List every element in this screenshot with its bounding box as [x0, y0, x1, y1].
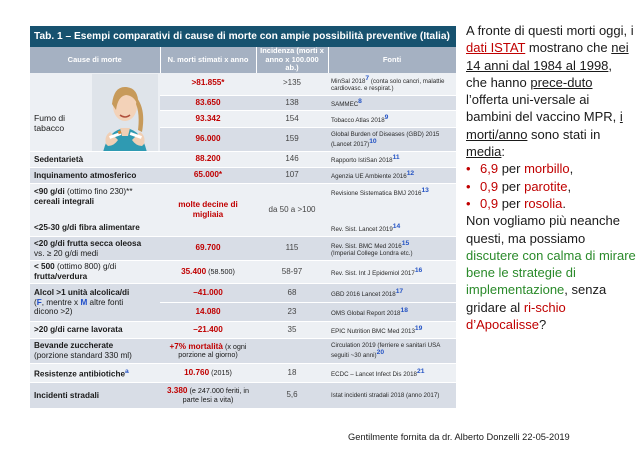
source-ref: 15 — [401, 239, 410, 247]
deaths-value: 3.380 — [166, 386, 188, 396]
deaths-extra: (58.500) — [208, 266, 235, 276]
cell-source — [328, 152, 456, 168]
cell-incidence: 18 — [256, 364, 328, 383]
cereals-cause-a — [34, 187, 140, 206]
commentary-p1-run: i morti/anno — [466, 109, 623, 142]
source-text: GBD 2016 Lancet 2018 — [331, 290, 396, 298]
source-ref: 18 — [400, 306, 408, 314]
cell-source — [328, 111, 456, 128]
cell-deaths — [160, 73, 256, 96]
cell-source — [328, 364, 456, 383]
bullet-disease: parotite — [524, 178, 568, 194]
commentary-p1-run: A fronte di questi morti oggi, i — [466, 23, 634, 38]
table-row-drinks — [30, 339, 456, 364]
commentary-p1-run: prece-duto — [530, 74, 593, 90]
deaths-value: 14.080 — [195, 306, 221, 316]
deaths-value: 83.650 — [195, 97, 221, 107]
bullet-value: 0,9 — [480, 195, 499, 211]
cell-incidence — [256, 339, 328, 364]
source-text: Rev. Sist. BMC Med 2016 — [331, 242, 402, 250]
drinks-label: Bevande zuccherate — [34, 341, 114, 351]
source-ref: 17 — [395, 287, 404, 295]
cell-incidence: 35 — [256, 322, 328, 339]
cell-incidence: 115 — [256, 237, 328, 261]
cell-source — [328, 184, 456, 237]
bullet-connector: per — [498, 195, 525, 211]
cell-cause: Sedentarietà — [30, 152, 160, 168]
cell-deaths — [160, 339, 256, 364]
source-text: Circulation 2019 (ferriere e sanitari USA seguiti ~30 anni) — [331, 342, 441, 360]
cell-deaths — [160, 284, 256, 303]
cell-source: Istat incidenti stradali 2018 (anno 2017) — [328, 383, 456, 409]
source-ref: 19 — [414, 324, 423, 332]
cell-deaths — [160, 128, 256, 152]
bullet-morbillo — [466, 160, 636, 177]
deaths-value: >81.855* — [191, 78, 225, 88]
source-ref: 8 — [358, 97, 362, 105]
cell-source — [328, 237, 456, 261]
cell-incidence: 68 — [256, 284, 328, 303]
bullet-connector: per — [498, 161, 525, 177]
cell-incidence: 138 — [256, 96, 328, 111]
commentary-p2-run: , senza gridare al — [466, 282, 607, 315]
commentary-paragraph-1 — [466, 22, 636, 160]
commentary-p1-run: media — [466, 144, 502, 160]
bullet-connector: per — [498, 178, 525, 194]
source-text: ECDC – Lancet Infect Dis 2018 — [331, 370, 417, 378]
female-marker: F — [36, 297, 42, 307]
deaths-value: 96.000 — [195, 134, 221, 144]
cell-deaths — [160, 237, 256, 261]
commentary-p1-run: mostrano che — [525, 40, 612, 56]
deaths-value: +7% mortalità — [169, 341, 223, 351]
deaths-note: (x ogni porzione al giorno) — [178, 341, 247, 359]
bullet-value: 6,9 — [480, 161, 499, 177]
cell-incidence: 154 — [256, 111, 328, 128]
cell-source — [328, 128, 456, 152]
cell-deaths — [160, 152, 256, 168]
cell-source — [328, 96, 456, 111]
fiber-cause: <25-30 g/di fibra alimentare — [34, 223, 140, 233]
cereals-value: <90 g/di — [34, 187, 65, 196]
table-row-sedentary — [30, 152, 456, 168]
antibiotics-label: Resistenze antibiotiche — [34, 369, 125, 379]
source-ref: 14 — [392, 222, 401, 230]
cell-incidence: 107 — [256, 168, 328, 184]
header-sources: Fonti — [328, 47, 456, 73]
cell-incidence: 146 — [256, 152, 328, 168]
table-row-cereals — [30, 184, 456, 237]
source-text: Global Burden of Diseases (GBD) 2015 (Lancet 2017) — [331, 130, 440, 149]
commentary-p1-run: sono stati in — [527, 126, 601, 142]
fruit-value: < 500 — [34, 262, 55, 272]
cell-incidence: da 50 a >100 — [256, 184, 328, 237]
commentary-text — [466, 22, 636, 333]
cell-incidence: 58-97 — [256, 261, 328, 284]
source-ref: 9 — [384, 113, 389, 121]
deaths-value: 88.200 — [195, 154, 221, 164]
cell-source — [328, 322, 456, 339]
source-ref: 21 — [416, 367, 425, 375]
cell-incidence: >135 — [256, 73, 328, 96]
commentary-p1-run: , che hanno — [466, 57, 613, 90]
commentary-p1-run: : — [501, 144, 506, 160]
table-row-fruit — [30, 261, 456, 284]
commentary-p2-run: discutere con calma di mirare bene le strategie di implementazione — [466, 247, 636, 298]
bullet-comma: , — [567, 178, 572, 194]
source-text: Agenzia UE Ambiente 2016 — [331, 173, 407, 181]
fruit-optimal: (ottimo 800) g/di — [57, 262, 117, 272]
cell-deaths — [160, 184, 256, 237]
cell-cause — [30, 237, 160, 261]
table-title: Tab. 1 – Esempi comparativi di cause di morte con ampie possibilità preventive (Italia) — [30, 26, 456, 47]
bullet-comma: , — [569, 161, 574, 177]
cell-cause — [30, 184, 160, 237]
cell-tobacco-cause — [30, 73, 160, 152]
cell-cause: Incidenti stradali — [30, 383, 160, 409]
source-text: SAMMEC — [331, 100, 359, 108]
cell-incidence: 159 — [256, 128, 328, 152]
deaths-value: 93.342 — [195, 113, 221, 123]
cereals-source-b: Rev. Sist. Lancet 201914 — [331, 222, 401, 233]
drinks-portion: (porzione standard 330 ml) — [34, 351, 132, 360]
cell-cause: >20 g/di carne lavorata — [30, 322, 160, 339]
bullet-disease: morbillo — [524, 161, 570, 177]
deaths-value: –21.400 — [193, 324, 223, 334]
mortality-bullets — [466, 160, 636, 212]
table-row-alcohol-1 — [30, 284, 456, 303]
bullet-disease: rosolia — [524, 195, 563, 211]
cell-cause: Inquinamento atmosferico — [30, 168, 160, 184]
deaths-note: (e 247.000 feriti, in parte lesi a vita) — [182, 386, 250, 404]
male-marker: M — [80, 297, 88, 307]
cell-deaths — [160, 303, 256, 322]
commentary-p1-run: l’offerta uni-versale ai bambini del vaccino MPR, — [466, 92, 620, 125]
header-deaths: N. morti stimati x anno — [160, 47, 256, 73]
cell-source — [328, 73, 456, 96]
bullet-value: 0,9 — [480, 178, 499, 194]
nuts-comparison: vs. ≥ 20 g/di medi — [34, 248, 99, 258]
causes-of-death-table — [30, 47, 456, 409]
nuts-value: <20 g/di frutta secca oleosa — [34, 238, 142, 248]
comparison-table-panel — [30, 26, 456, 410]
alcohol-value: Alcol >1 unità alcolica/di — [34, 288, 130, 298]
source-text: Tobacco Atlas 2018 — [331, 116, 385, 124]
table-header-row — [30, 47, 456, 73]
header-incidence: Incidenza (morti x anno x 100.000 ab.) — [256, 47, 328, 73]
cell-deaths — [160, 383, 256, 409]
smoker-breaking-cigarette-photo — [92, 74, 158, 152]
cell-cause — [30, 364, 160, 383]
cereals-source-a: Revisione Sistematica BMJ 201613 — [331, 187, 429, 198]
table-row-antibiotics — [30, 364, 456, 383]
cell-source — [328, 339, 456, 364]
source-ref: 10 — [369, 137, 377, 145]
credit-line: Gentilmente fornita da dr. Alberto Donzelli 22-05-2019 — [348, 432, 570, 442]
deaths-value: –41.000 — [193, 287, 223, 297]
table-row-meat — [30, 322, 456, 339]
cereals-cause-stack — [34, 184, 140, 236]
commentary-p2-run: Non vogliamo più neanche questi, ma possiamo — [466, 213, 620, 246]
source-text: EPIC Nutrition BMC Med 2013 — [331, 327, 415, 335]
header-cause: Cause di morte — [30, 47, 160, 73]
cell-cause — [30, 339, 160, 364]
cell-deaths — [160, 111, 256, 128]
cereals-label: cereali integrali — [34, 196, 95, 206]
source-text: Rapporto IstiSan 2018 — [331, 157, 393, 165]
cell-source — [328, 303, 456, 322]
fruit-label: frutta/verdura — [34, 272, 88, 281]
cell-source — [328, 168, 456, 184]
commentary-p2-run: ? — [539, 317, 547, 333]
commentary-p1-run: nei 14 anni dal 1984 al 1998 — [466, 40, 629, 73]
source-note: (Imperial College Londra etc.) — [331, 250, 413, 258]
source-text: Rev. Sist. Int J Epidemiol 2017 — [331, 269, 415, 277]
cell-incidence: 23 — [256, 303, 328, 322]
source-ref: 11 — [392, 154, 400, 162]
commentary-p2-run: ri-schio d’Apocalisse — [466, 299, 566, 333]
cell-cause — [30, 261, 160, 284]
table-row-tobacco-1 — [30, 73, 456, 96]
source-ref: 16 — [414, 266, 423, 274]
table-row-pollution — [30, 168, 456, 184]
source-ref: 7 — [365, 75, 370, 83]
bullet-parotite — [466, 178, 636, 195]
deaths-value: 69.700 — [195, 243, 221, 253]
deaths-value: molte decine di migliaia — [178, 200, 238, 219]
source-ref: 12 — [406, 170, 415, 178]
source-ref: 20 — [376, 349, 385, 357]
deaths-year: (2015) — [211, 367, 232, 377]
cell-cause: Alcol >1 unità alcolica/di (F, mentre x M altre fonti dicono >2) — [30, 284, 160, 322]
cell-source — [328, 284, 456, 303]
cell-deaths — [160, 364, 256, 383]
cell-source — [328, 261, 456, 284]
deaths-value: 65.000* — [193, 170, 223, 180]
cell-deaths — [160, 96, 256, 111]
cell-deaths — [160, 261, 256, 284]
footnote-mark: a — [125, 367, 129, 375]
table-row-nuts — [30, 237, 456, 261]
bullet-rosolia — [466, 195, 636, 212]
commentary-p1-run: dati ISTAT — [466, 40, 526, 56]
cell-incidence: 5,6 — [256, 383, 328, 409]
cell-deaths — [160, 168, 256, 184]
cereals-source-stack — [331, 184, 429, 236]
source-text: OMS Global Report 2018 — [331, 309, 401, 317]
source-note: (conta solo cancri, malattie cardiovasc. e respirat.) — [331, 78, 445, 93]
cereals-optimal: (ottimo fino 230)** — [67, 187, 133, 196]
bullet-end: . — [562, 195, 567, 211]
table-row-road — [30, 383, 456, 409]
source-ref: 13 — [421, 187, 429, 194]
commentary-paragraph-2 — [466, 212, 636, 333]
source-text: MinSal 2018 — [331, 78, 366, 86]
cell-deaths — [160, 322, 256, 339]
tobacco-cause-label: Fumo di tabacco — [34, 112, 66, 133]
deaths-value: 10.760 — [184, 367, 210, 377]
deaths-value: 35.400 — [181, 266, 207, 276]
